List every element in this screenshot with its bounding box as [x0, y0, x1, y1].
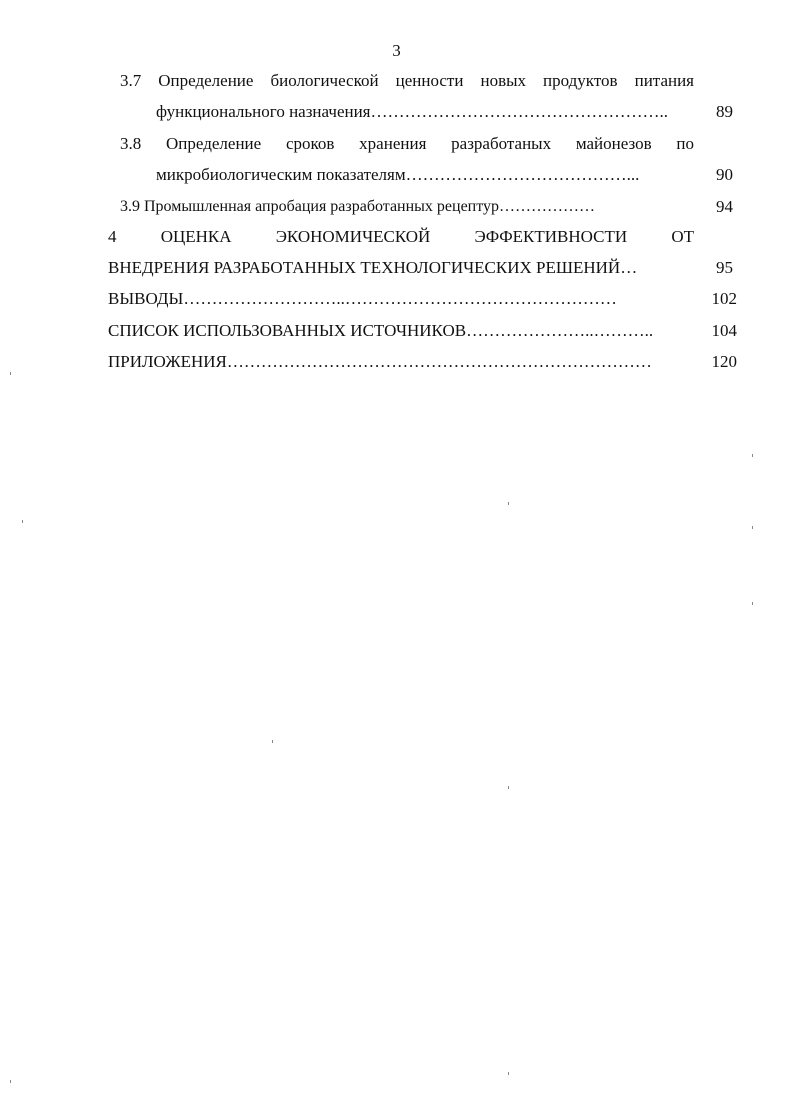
- toc-entry-4-line1: [108, 226, 694, 248]
- page-number: 3: [392, 41, 401, 60]
- toc-entry-text: ПРИЛОЖЕНИЯ: [108, 352, 227, 371]
- toc-entry-references: [108, 320, 694, 342]
- toc-entry-text: микробиологическим показателям: [156, 165, 406, 184]
- toc-entry-text: 3.8 Определение сроков хранения разработаных майонезов по: [120, 134, 694, 153]
- toc-entry-text: ВНЕДРЕНИЯ РАЗРАБОТАННЫХ ТЕХНОЛОГИЧЕСКИХ РЕШЕНИЙ…: [108, 258, 638, 277]
- scan-speck: [272, 740, 273, 743]
- toc-leader-dots: ……………………………………………..: [370, 102, 669, 121]
- toc-entry-3-9: [120, 196, 680, 218]
- toc-page-number: 90: [716, 165, 733, 184]
- toc-entry-3-7-line1: [120, 70, 694, 92]
- scan-speck: [10, 1080, 11, 1083]
- toc-entry-appendices: [108, 351, 694, 373]
- scan-speck: [508, 502, 509, 505]
- toc-leader-dots: ………………: [499, 198, 596, 215]
- scan-speck: [752, 454, 753, 457]
- scan-speck: [752, 602, 753, 605]
- toc-entry-text: 4 ОЦЕНКА ЭКОНОМИЧЕСКОЙ ЭФФЕКТИВНОСТИ ОТ: [108, 227, 694, 246]
- toc-leader-dots: ………………………..…………………………………………: [183, 289, 617, 308]
- toc-page-number: 95: [716, 258, 733, 277]
- toc-entry-text: 3.9 Промышленная апробация разработанных рецептур: [120, 198, 500, 215]
- toc-entry-3-8-line2: [156, 164, 694, 186]
- scan-speck: [22, 520, 23, 523]
- toc-leader-dots: …………………..………..: [466, 321, 654, 340]
- toc-page-number: 104: [711, 321, 737, 340]
- toc-entry-conclusions: [108, 288, 688, 310]
- toc-leader-dots: …………………………………...: [405, 165, 640, 184]
- toc-page-number: 120: [711, 352, 737, 371]
- toc-entry-4-line2: [108, 257, 694, 279]
- toc-page-number: 102: [711, 289, 737, 308]
- scan-speck: [752, 526, 753, 529]
- toc-entry-text: ВЫВОДЫ: [108, 289, 184, 308]
- toc-page-number: 94: [716, 197, 733, 216]
- toc-page-number: 89: [716, 102, 733, 121]
- toc-entry-text: функционального назначения: [156, 102, 371, 121]
- scan-speck: [508, 1072, 509, 1075]
- toc-leader-dots: …………………………………………………………………: [226, 352, 652, 371]
- scan-speck: [508, 786, 509, 789]
- toc-entry-text: СПИСОК ИСПОЛЬЗОВАННЫХ ИСТОЧНИКОВ: [108, 321, 467, 340]
- toc-entry-3-7-line2: [156, 101, 694, 123]
- scan-speck: [10, 372, 11, 375]
- toc-entry-3-8-line1: [120, 133, 694, 155]
- toc-entry-text: 3.7 Определение биологической ценности новых продуктов питания: [120, 71, 694, 90]
